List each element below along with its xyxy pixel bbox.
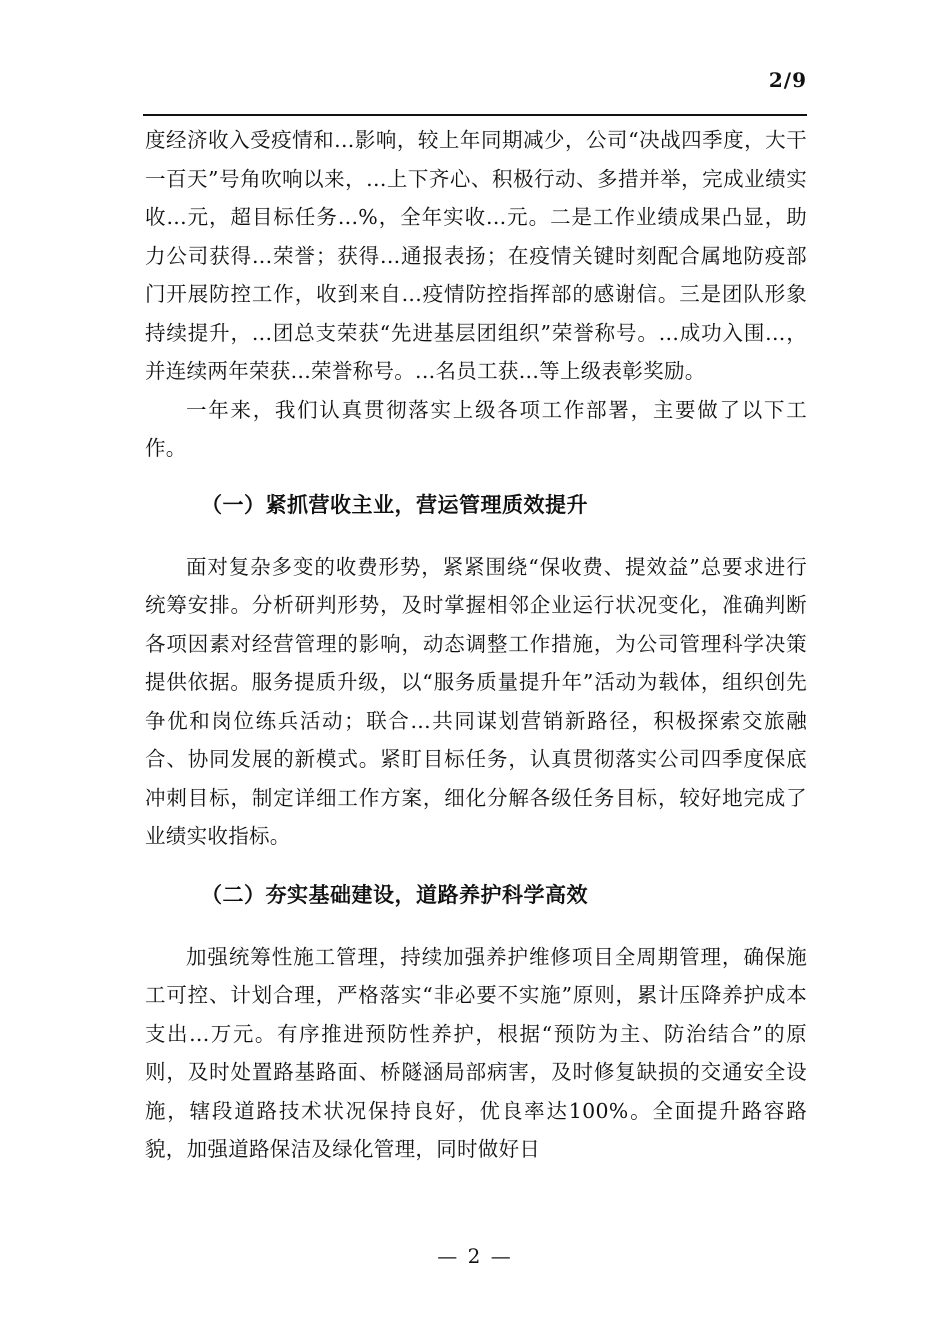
paragraph-continued: 度经济收入受疫情和...影响，较上年同期减少，公司“决战四季度，大干一百天”号角吹响以来，...上下齐心、积极行动、多措并举，完成业绩实收...元，超目标任务...%，全年实收...元。二是工作业绩成果凸显，助力公司获得...荣誉；获得...通报表扬；在疫情关键时刻配合属地防疫部门开展防控工作，收到来自...疫情防控指挥部的感谢信。三是团队形象持续提升，...团总支荣获“先进基层团组织”荣誉称号。...成功入围...，并连续两年荣获...荣誉称号。...名员工获...等上级表彰奖励。: [145, 128, 807, 383]
section-heading-2: （二）夯实基础建设，道路养护科学高效: [201, 881, 588, 907]
page-counter: 2/9: [768, 68, 807, 92]
paragraph-intro: 一年来，我们认真贯彻落实上级各项工作部署，主要做了以下工作。: [145, 397, 807, 460]
section-2-paragraph: 加强统筹性施工管理，持续加强养护维修项目全周期管理，确保施工可控、计划合理，严格落实“非必要不实施”原则，累计压降养护成本支出...万元。有序推进预防性养护，根据“预防为主、防治结合”的原则，及时处置路基路面、桥隧涵局部病害，及时修复缺损的交通安全设施，辖段道路技术状况保持良好，优良率达100%。全面提升路容路貌，加强道路保洁及绿化管理，同时做好日: [145, 944, 807, 1161]
section-heading-1: （一）紧抓营收主业，营运管理质效提升: [201, 491, 588, 517]
header-divider: [143, 114, 807, 116]
document-body: [145, 121, 807, 1169]
page-number-footer: — 2 —: [437, 1244, 513, 1268]
section-1-paragraph: 面对复杂多变的收费形势，紧紧围绕“保收费、提效益”总要求进行统筹安排。分析研判形势，及时掌握相邻企业运行状况变化，准确判断各项因素对经营管理的影响，动态调整工作措施，为公司管理科学决策提供依据。服务提质升级，以“服务质量提升年”活动为载体，组织创先争优和岗位练兵活动；联合...共同谋划营销新路径，积极探索交旅融合、协同发展的新模式。紧盯目标任务，认真贯彻落实公司四季度保底冲刺目标，制定详细工作方案，细化分解各级任务目标，较好地完成了业绩实收指标。: [145, 554, 807, 848]
